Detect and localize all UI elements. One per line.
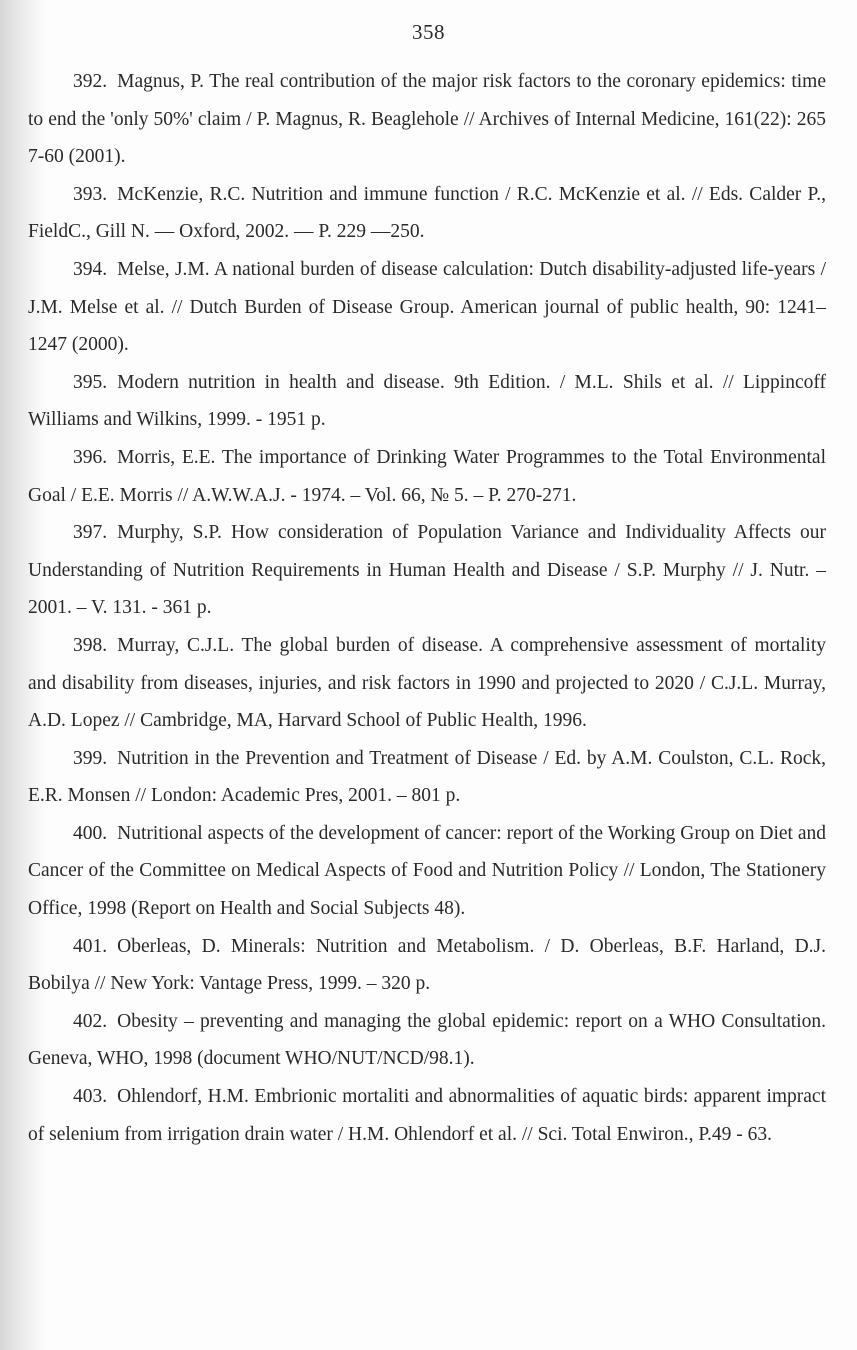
reference-text: Modern nutrition in health and disease. 9th Edition. / M.L. Shils et al. // Lippincoff Williams and Wilkins, 1999. - 1951 p. (28, 371, 826, 431)
reference-item (28, 251, 826, 364)
reference-number: 392. (73, 71, 108, 92)
reference-number: 401. (73, 935, 108, 957)
reference-text: Nutrition in the Prevention and Treatment of Disease / Ed. by A.M. Coulston, C.L. Rock, E.R. Monsen // London: Academic Pres, 2001. – 801 p. (28, 747, 826, 807)
reference-item (28, 514, 826, 627)
reference-item (28, 928, 826, 1003)
reference-number: 394. (73, 258, 108, 280)
reference-text: Murray, C.J.L. The global burden of disease. A comprehensive assessment of mortality and disability from diseases, injuries, and risk factors in 1990 and projected to 2020 / C.J.L. Murray, A.D. Lopez // Cambridge, MA, Harvard School of Public Health, 1996. (28, 634, 826, 732)
reference-text: Melse, J.M. A national burden of disease calculation: Dutch disability-adjusted life-years / J.M. Melse et al. // Dutch Burden of Disease Group. American journal of public health, 90: 1241–1247 (2000). (28, 258, 826, 356)
reference-item (28, 1078, 826, 1153)
reference-number: 403. (73, 1086, 108, 1108)
reference-text: Obesity – preventing and managing the global epidemic: report on a WHO Consultation. Geneva, WHO, 1998 (document WHO/NUT/NCD/98.1). (28, 1010, 826, 1070)
reference-number: 399. (73, 747, 108, 769)
reference-item (28, 740, 826, 815)
reference-text: Oberleas, D. Minerals: Nutrition and Metabolism. / D. Oberleas, B.F. Harland, D.J. Bobilya // New York: Vantage Press, 1999. – 320 p. (28, 935, 826, 995)
reference-number: 398. (73, 634, 108, 656)
reference-text: Magnus, P. The real contribution of the major risk factors to the coronary epidemics: time to end the 'only 50%' claim / P. Magnus, R. Beaglehole // Archives of Internal Medicine, 161(22): 265 7-60 (2001). (28, 71, 826, 168)
reference-text: Ohlendorf, H.M. Embrionic mortaliti and abnormalities of aquatic birds: apparent impract of selenium from irrigation drain water / H.M. Ohlendorf et al. // Sci. Total Enwiron., P.49 - 63. (28, 1086, 826, 1145)
reference-number: 395. (73, 371, 108, 393)
reference-number: 397. (73, 522, 108, 544)
reference-number: 400. (73, 822, 108, 844)
reference-text: Nutritional aspects of the development of cancer: report of the Working Group on Diet and Cancer of the Committee on Medical Aspects of Food and Nutrition Policy // London, The Stationery Office, 1998 (Report on Health and Social Subjects 48). (28, 822, 826, 920)
reference-item (28, 1003, 826, 1078)
reference-item (28, 815, 826, 928)
reference-number: 396. (73, 446, 108, 468)
reference-text: McKenzie, R.C. Nutrition and immune function / R.C. McKenzie et al. // Eds. Calder P., FieldC., Gill N. — Oxford, 2002. — P. 229 —250. (28, 183, 826, 243)
reference-item (28, 627, 826, 740)
reference-item (28, 439, 826, 514)
reference-number: 402. (73, 1010, 108, 1032)
page-number: 358 (412, 20, 445, 44)
reference-list (28, 63, 826, 1153)
reference-item (28, 364, 826, 439)
reference-item (28, 63, 826, 176)
reference-number: 393. (73, 183, 108, 205)
reference-item (28, 176, 826, 251)
reference-text: Morris, E.E. The importance of Drinking Water Programmes to the Total Environmental Goal / E.E. Morris // A.W.W.A.J. - 1974. – Vol. 66, № 5. – P. 270-271. (28, 446, 826, 506)
reference-text: Murphy, S.P. How consideration of Population Variance and Individuality Affects our Understanding of Nutrition Requirements in Human Health and Disease / S.P. Murphy // J. Nutr. – 2001. – V. 131. - 361 p. (28, 522, 826, 619)
